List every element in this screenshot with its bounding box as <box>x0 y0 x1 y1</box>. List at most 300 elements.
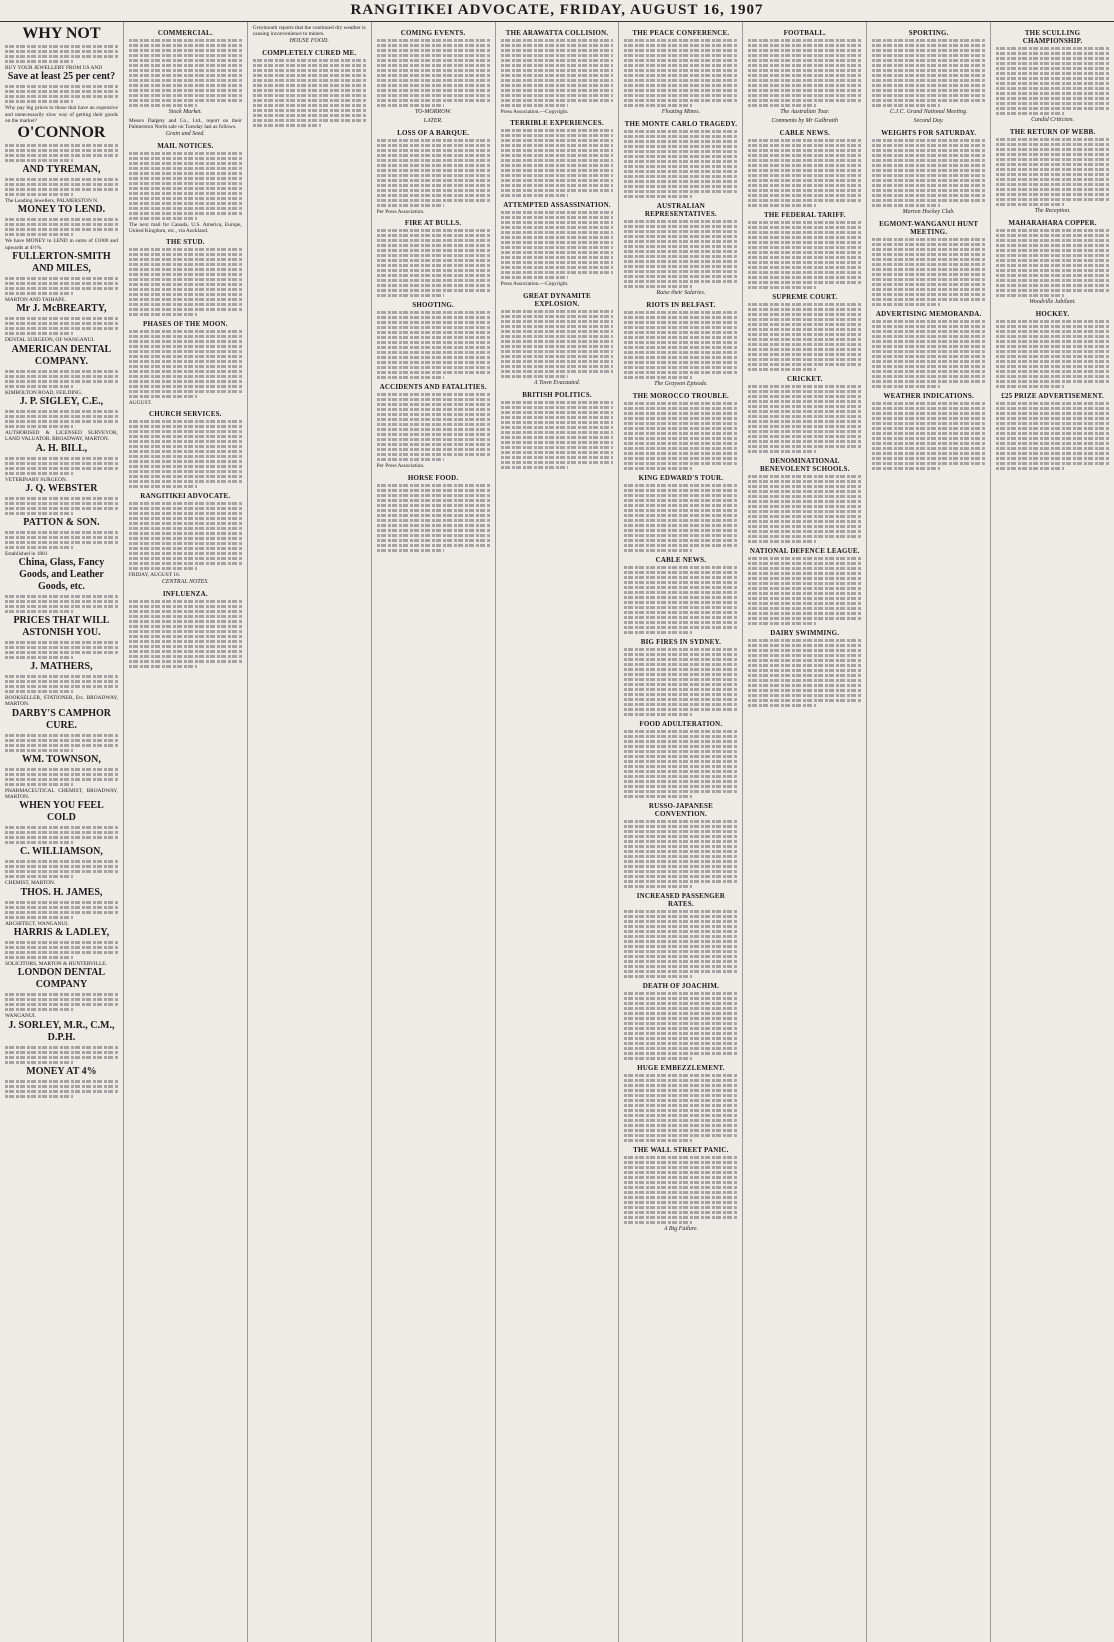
column-text-block <box>129 248 242 316</box>
text-line <box>501 174 614 177</box>
article-heading: THE PEACE CONFERENCE. <box>632 29 730 37</box>
text-line <box>129 263 242 266</box>
text-line <box>377 104 445 107</box>
text-line <box>129 625 242 628</box>
text-line <box>748 674 861 677</box>
text-line <box>748 246 861 249</box>
column-text-block <box>129 330 242 398</box>
article-heading: SUPREME COURT. <box>772 293 838 301</box>
text-line <box>501 310 614 313</box>
article-heading: WEATHER INDICATIONS. <box>883 392 974 400</box>
text-line <box>748 500 861 503</box>
text-line <box>872 283 985 286</box>
text-line <box>253 59 366 62</box>
article-subheading: LATER. <box>423 118 443 124</box>
text-line <box>624 631 692 634</box>
text-line <box>129 350 242 353</box>
text-line <box>624 447 737 450</box>
text-line <box>872 442 985 445</box>
column-text-block <box>748 303 861 371</box>
text-line <box>748 64 861 67</box>
text-line <box>996 158 1109 161</box>
text-line <box>996 72 1109 75</box>
text-line <box>377 433 490 436</box>
column-8 <box>867 22 991 1642</box>
text-line <box>377 89 490 92</box>
text-line <box>5 100 73 103</box>
text-line <box>996 345 1109 348</box>
text-line <box>624 422 737 425</box>
text-line <box>872 350 985 353</box>
text-line <box>748 644 861 647</box>
text-line <box>624 371 737 374</box>
text-line <box>377 376 445 379</box>
article-heading: THE FEDERAL TARIFF. <box>763 211 846 219</box>
column-text-block <box>5 497 118 515</box>
column-text-block <box>624 992 737 1060</box>
text-line <box>996 249 1109 252</box>
text-line <box>624 529 737 532</box>
text-line <box>624 260 737 263</box>
article-heading: NATIONAL DEFENCE LEAGUE. <box>749 547 860 555</box>
text-line <box>129 660 242 663</box>
text-line <box>624 150 737 153</box>
text-line <box>624 135 737 138</box>
column-text-block <box>5 85 118 103</box>
text-line <box>996 259 1109 262</box>
text-line <box>377 336 490 339</box>
text-line <box>624 432 737 435</box>
text-line <box>377 159 490 162</box>
text-line <box>748 194 861 197</box>
advertisement-heading: THOS. H. JAMES, <box>20 886 103 898</box>
text-line <box>624 845 737 848</box>
article-heading: ACCIDENTS AND FATALITIES. <box>379 383 487 392</box>
text-line <box>996 188 1109 191</box>
text-line <box>129 54 242 57</box>
text-line <box>253 89 366 92</box>
column-text-block <box>996 320 1109 388</box>
text-line <box>5 956 73 959</box>
text-line <box>624 407 737 410</box>
text-line <box>501 251 614 254</box>
text-line <box>624 703 737 706</box>
text-line <box>624 997 737 1000</box>
advertisement-heading: J. Q. WEBSTER <box>25 482 98 494</box>
text-line <box>377 294 445 297</box>
article-heading: RIOTS IN BELFAST. <box>646 301 716 309</box>
text-line <box>624 1027 737 1030</box>
advertisement-heading: J. P. SIGLEY, C.E., <box>19 395 104 407</box>
text-line <box>5 218 118 221</box>
article-heading: COMING EVENTS. <box>400 29 466 37</box>
text-line <box>5 512 73 515</box>
text-line <box>624 616 737 619</box>
text-line <box>129 390 242 393</box>
text-line <box>872 278 985 281</box>
text-line <box>748 99 861 102</box>
text-line <box>129 217 197 220</box>
text-line <box>748 241 861 244</box>
text-line <box>377 428 490 431</box>
advertisement-heading: China, Glass, Fancy Goods, and Leather Goods, etc. <box>18 557 105 593</box>
text-line <box>748 236 861 239</box>
text-line <box>129 94 242 97</box>
text-line <box>377 74 490 77</box>
text-line <box>624 825 737 828</box>
column-text-block <box>624 910 737 978</box>
text-line <box>129 303 242 306</box>
text-line <box>624 713 692 716</box>
text-line <box>748 149 861 152</box>
text-line <box>377 453 490 456</box>
text-line <box>5 154 118 157</box>
text-line <box>377 84 490 87</box>
text-line <box>129 655 242 658</box>
text-line <box>5 546 73 549</box>
advertisement-heading: J. MATHERS, <box>30 661 93 673</box>
text-line <box>624 1176 737 1179</box>
advertisement-heading: Mr J. McBREARTY, <box>16 303 107 315</box>
text-line <box>748 699 861 702</box>
text-line <box>5 749 73 752</box>
text-line <box>253 104 366 107</box>
text-line <box>129 542 242 545</box>
text-line <box>748 525 861 528</box>
text-line <box>377 264 490 267</box>
text-line <box>996 284 1109 287</box>
text-line <box>377 59 490 62</box>
text-line <box>129 475 242 478</box>
text-line <box>129 273 242 276</box>
text-line <box>748 271 861 274</box>
columns-container <box>0 22 1114 1642</box>
text-line <box>996 355 1109 358</box>
text-line <box>624 780 737 783</box>
text-line <box>129 44 242 47</box>
text-line <box>872 360 985 363</box>
text-line <box>129 89 242 92</box>
text-line <box>5 159 73 162</box>
text-line <box>129 49 242 52</box>
text-line <box>129 258 242 261</box>
column-text-block <box>624 402 737 470</box>
column-text-block <box>5 531 118 549</box>
text-line <box>624 1186 737 1189</box>
column-text-block <box>129 39 242 107</box>
text-line <box>748 139 861 142</box>
text-line <box>377 423 490 426</box>
text-line <box>996 148 1109 151</box>
text-line <box>872 99 985 102</box>
text-line <box>501 350 614 353</box>
column-text-block <box>624 220 737 288</box>
text-line <box>624 1002 737 1005</box>
text-line <box>624 1089 737 1092</box>
text-line <box>501 49 614 52</box>
text-line <box>377 204 445 207</box>
text-line <box>624 84 737 87</box>
text-line <box>624 225 737 228</box>
text-line <box>748 164 861 167</box>
advertisement-heading: AND TYREMAN, <box>22 164 101 176</box>
text-line <box>377 64 490 67</box>
article-heading: EGMONT-WANGANUI HUNT MEETING. <box>879 220 979 236</box>
article-subheading: Candid Criticism. <box>1031 117 1075 123</box>
text-line <box>624 735 737 738</box>
text-line <box>624 1099 737 1102</box>
article-heading: THE WALL STREET PANIC. <box>633 1146 729 1154</box>
text-line <box>748 510 861 513</box>
text-line <box>872 79 985 82</box>
text-line <box>129 64 242 67</box>
text-line <box>748 179 861 182</box>
text-line <box>872 335 985 338</box>
text-line <box>501 236 614 239</box>
text-line <box>996 193 1109 196</box>
text-line <box>996 335 1109 338</box>
text-line <box>748 328 861 331</box>
text-line <box>377 49 490 52</box>
text-line <box>501 441 614 444</box>
text-line <box>872 452 985 455</box>
text-line <box>624 442 737 445</box>
text-line <box>377 438 490 441</box>
text-line <box>377 489 490 492</box>
text-line <box>748 343 861 346</box>
text-line <box>129 192 242 195</box>
text-line <box>996 385 1064 388</box>
text-line <box>748 221 861 224</box>
column-text-block <box>5 860 118 878</box>
text-line <box>624 1079 737 1082</box>
text-line <box>872 154 985 157</box>
text-line <box>624 1196 737 1199</box>
text-line <box>996 380 1109 383</box>
text-line <box>5 277 118 280</box>
text-line <box>624 49 737 52</box>
text-line <box>748 395 861 398</box>
text-line <box>872 54 985 57</box>
text-line <box>5 1090 118 1093</box>
text-line <box>5 95 118 98</box>
column-text-block <box>624 566 737 634</box>
text-line <box>129 440 242 443</box>
text-line <box>129 288 242 291</box>
text-line <box>501 320 614 323</box>
column-text-block <box>129 502 242 570</box>
text-line <box>5 410 118 413</box>
text-line <box>872 355 985 358</box>
text-line <box>996 52 1109 55</box>
text-line <box>872 370 985 373</box>
advertisement-heading: C. WILLIAMSON, <box>20 846 103 858</box>
article-heading: SHOOTING. <box>412 301 454 310</box>
text-line <box>748 480 861 483</box>
text-line <box>624 155 737 158</box>
column-text-block <box>5 410 118 428</box>
article-text: Press Association.—Copyright. <box>500 281 569 288</box>
text-line <box>5 332 73 335</box>
text-line <box>748 184 861 187</box>
text-line <box>129 104 197 107</box>
column-text-block <box>748 221 861 289</box>
text-line <box>748 358 861 361</box>
text-line <box>748 266 861 269</box>
text-line <box>129 562 242 565</box>
article-text: KIMBOLTON ROAD, FEILDING. <box>5 389 83 396</box>
advertisement-heading: PRICES THAT WILL ASTONISH YOU. <box>13 615 110 639</box>
text-line <box>129 517 242 520</box>
article-text: BOOKSELLER, STATIONER, Etc. BROADWAY, MARTON. <box>5 695 118 708</box>
text-line <box>624 653 737 656</box>
column-4 <box>372 22 496 1642</box>
text-line <box>624 1221 692 1224</box>
text-line <box>996 432 1109 435</box>
text-line <box>624 566 737 569</box>
text-line <box>501 355 614 358</box>
article-heading: THE MONTE CARLO TRAGEDY. <box>624 120 738 128</box>
advertisement-heading: WHEN YOU FEEL COLD <box>19 800 104 824</box>
text-line <box>872 365 985 368</box>
text-line <box>129 527 242 530</box>
text-line <box>624 1109 737 1112</box>
text-line <box>624 576 737 579</box>
text-line <box>501 189 614 192</box>
text-line <box>748 410 861 413</box>
column-text-block <box>5 1046 118 1064</box>
text-line <box>377 274 490 277</box>
text-line <box>129 268 242 271</box>
article-subheading: Second Day. <box>913 118 944 124</box>
text-line <box>501 276 569 279</box>
text-line <box>624 280 737 283</box>
text-line <box>377 341 490 344</box>
text-line <box>129 557 242 560</box>
text-line <box>129 365 242 368</box>
text-line <box>377 289 490 292</box>
text-line <box>377 356 490 359</box>
text-line <box>624 571 737 574</box>
text-line <box>996 462 1109 465</box>
advertisement-heading: J. SORLEY, M.R., C.M., D.P.H. <box>8 1019 115 1043</box>
text-line <box>377 179 490 182</box>
text-line <box>501 149 614 152</box>
text-line <box>129 278 242 281</box>
text-line <box>129 360 242 363</box>
text-line <box>129 182 242 185</box>
text-line <box>748 104 816 107</box>
text-line <box>624 760 737 763</box>
column-text-block <box>5 317 118 335</box>
text-line <box>872 303 940 306</box>
text-line <box>748 323 861 326</box>
text-line <box>253 99 366 102</box>
article-heading: CHURCH SERVICES. <box>149 410 222 419</box>
article-heading: CABLE NEWS. <box>779 129 830 137</box>
text-line <box>5 144 118 147</box>
article-heading: FOOTBALL. <box>783 29 827 37</box>
text-line <box>377 494 490 497</box>
column-text-block <box>872 320 985 388</box>
text-line <box>624 658 737 661</box>
text-line <box>872 288 985 291</box>
text-line <box>624 160 737 163</box>
text-line <box>129 502 242 505</box>
text-line <box>5 1085 118 1088</box>
text-line <box>5 90 118 93</box>
article-subheading: Raise their Salaries. <box>656 290 706 296</box>
text-line <box>624 74 737 77</box>
text-line <box>624 1216 737 1219</box>
text-line <box>5 605 118 608</box>
text-line <box>129 522 242 525</box>
text-line <box>624 591 737 594</box>
text-line <box>501 335 614 338</box>
text-line <box>624 1171 737 1174</box>
text-line <box>872 298 985 301</box>
text-line <box>624 1129 737 1132</box>
text-line <box>377 458 445 461</box>
article-subheading: Comments by Mr Galbraith <box>771 118 839 124</box>
text-line <box>5 507 118 510</box>
text-line <box>748 144 861 147</box>
text-line <box>872 380 985 383</box>
article-text: CHEMIST, MARTON. <box>5 880 56 887</box>
text-line <box>624 175 737 178</box>
text-line <box>748 669 861 672</box>
text-line <box>748 587 861 590</box>
text-line <box>5 425 73 428</box>
text-line <box>5 178 118 181</box>
text-line <box>129 552 242 555</box>
text-line <box>129 430 242 433</box>
article-heading: HORSE FOOD. <box>407 473 459 482</box>
text-line <box>624 1007 737 1010</box>
text-line <box>624 1206 737 1209</box>
text-line <box>5 951 118 954</box>
text-line <box>624 99 737 102</box>
text-line <box>501 231 614 234</box>
article-text: BUY YOUR JEWELLERY FROM US AND <box>5 65 103 71</box>
column-text-block <box>748 475 861 543</box>
text-line <box>624 1134 737 1137</box>
text-line <box>624 860 737 863</box>
text-line <box>748 353 861 356</box>
text-line <box>872 422 985 425</box>
text-line <box>624 1114 737 1117</box>
text-line <box>624 875 737 878</box>
text-line <box>377 199 490 202</box>
text-line <box>5 685 118 688</box>
column-text-block <box>996 402 1109 470</box>
column-text-block <box>5 370 118 388</box>
article-text: SOLICITORS, MARTON & HUNTERVILLE. <box>5 960 107 967</box>
text-line <box>748 385 861 388</box>
text-line <box>872 159 985 162</box>
article-heading: LOSS OF A BARQUE. <box>397 129 470 137</box>
text-line <box>501 139 614 142</box>
text-line <box>872 340 985 343</box>
text-line <box>129 340 242 343</box>
text-line <box>624 1084 737 1087</box>
text-line <box>872 457 985 460</box>
text-line <box>129 620 242 623</box>
text-line <box>5 462 118 465</box>
text-line <box>377 184 490 187</box>
text-line <box>5 1003 118 1006</box>
text-line <box>377 413 490 416</box>
